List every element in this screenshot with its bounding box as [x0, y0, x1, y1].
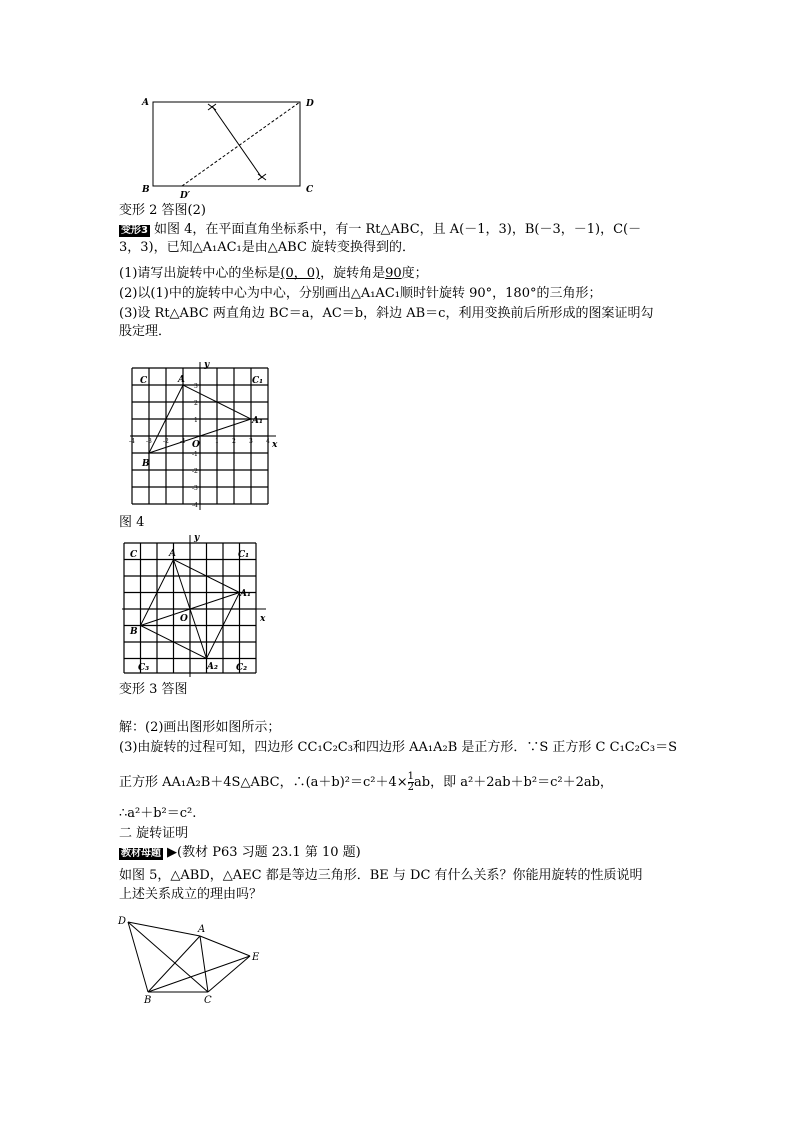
- problem-tag: 变形3: [121, 225, 148, 236]
- label-c: C: [306, 185, 314, 195]
- solution-line4: ∴a²＋b²＝c².: [119, 806, 197, 821]
- svg-text:y: y: [194, 533, 200, 543]
- figure-answer-3-grid: [118, 533, 278, 678]
- problem3-q3-line1: (3)设 Rt△ABC 两直角边 BC＝a，AC＝b，斜边 AB＝c，利用变换前后所形成的图案证明勾: [119, 306, 654, 321]
- svg-text:y: y: [204, 362, 210, 370]
- svg-text:A: A: [169, 549, 176, 559]
- answer-center: (0，0): [280, 266, 321, 281]
- svg-text:3: 3: [249, 438, 253, 445]
- svg-text:-4: -4: [192, 502, 198, 509]
- svg-text:x: x: [260, 614, 266, 624]
- svg-text:C₁: C₁: [252, 376, 264, 386]
- svg-text:C: C: [130, 550, 138, 560]
- problem3-q2: (2)以(1)中的旋转中心为中心，分别画出△A₁AC₁顺时针旋转 90°，180°的三角形；: [119, 286, 602, 301]
- answer-angle: 90: [385, 266, 402, 281]
- figure-5: [112, 910, 272, 1005]
- solution-line3: 正方形 AA₁A₂B＋4S△ABC，∴(a＋b)²＝c²＋4× $\frac{1}{2}$ ab，即 a²＋2ab＋b²＝c²＋2ab，: [119, 771, 613, 793]
- svg-text:D: D: [118, 916, 127, 927]
- svg-text:-2: -2: [192, 468, 198, 475]
- svg-text:1: 1: [194, 417, 198, 424]
- section2-question-line2: 上述关系成立的理由吗？: [119, 887, 263, 902]
- solution-line2: (3)由旋转的过程可知，四边形 CC₁C₂C₃和四边形 AA₁A₂B 是正方形．∵S 正方形 C C₁C₂C₃＝S: [119, 740, 678, 755]
- problem3-line2: 3，3)，已知△A₁AC₁是由△ABC 旋转变换得到的．: [119, 240, 416, 255]
- svg-text:C: C: [204, 995, 212, 1005]
- svg-text:B: B: [130, 627, 138, 637]
- svg-text:A₂: A₂: [207, 662, 218, 672]
- svg-text:C₁: C₁: [238, 550, 250, 560]
- section2-question-line1: 如图 5，△ABD，△AEC 都是等边三角形．BE 与 DC 有什么关系？你能用旋转的性质说明: [119, 868, 643, 883]
- label-d-prime: D′: [180, 191, 191, 201]
- svg-text:A₁: A₁: [252, 416, 263, 426]
- label-d: D: [306, 99, 314, 109]
- problem3-q3-line2: 股定理．: [119, 324, 172, 339]
- label-a: A: [142, 98, 149, 108]
- svg-text:C₃: C₃: [138, 663, 150, 673]
- svg-text:3: 3: [194, 383, 198, 390]
- solution-line1: 解：(2)画出图形如图所示；: [119, 720, 281, 735]
- svg-text:-1: -1: [192, 451, 198, 458]
- caption-fig4: 图 4: [119, 515, 145, 530]
- section2-source: 教材母题 ▶(教材 P63 习题 23.1 第 10 题): [121, 845, 361, 860]
- svg-text:-1: -1: [180, 438, 186, 445]
- svg-text:-3: -3: [192, 485, 198, 492]
- problem3-line1: 变形3 如图 4，在平面直角坐标系中，有一 Rt△ABC，且 A(－1，3)，B(－3，－1)，C(－: [121, 222, 642, 237]
- problem3-q1: (1)请写出旋转中心的坐标是(0，0)，旋转角是90度；: [119, 266, 428, 281]
- svg-text:2: 2: [232, 438, 236, 445]
- play-icon: ▶: [167, 845, 177, 860]
- svg-text:C: C: [140, 376, 148, 386]
- svg-text:-4: -4: [129, 438, 135, 445]
- label-b: B: [142, 185, 150, 195]
- fraction-half: $\frac{1}{2}$: [407, 771, 415, 793]
- svg-text:1: 1: [215, 438, 219, 445]
- svg-text:O: O: [180, 614, 188, 624]
- svg-text:-2: -2: [163, 438, 169, 445]
- svg-text:4: 4: [266, 438, 270, 445]
- figure-rectangle: [130, 92, 330, 204]
- svg-text:O: O: [192, 440, 200, 450]
- section2-heading: 二 旋转证明: [119, 826, 189, 841]
- figure-4-grid: [126, 362, 286, 512]
- svg-text:E: E: [252, 952, 260, 963]
- svg-text:A: A: [198, 924, 206, 935]
- svg-text:B: B: [144, 995, 152, 1005]
- svg-text:B: B: [142, 459, 150, 469]
- svg-text:A₁: A₁: [240, 589, 251, 599]
- svg-text:C₂: C₂: [236, 663, 248, 673]
- textbook-tag: 教材母题: [121, 848, 161, 859]
- caption-answer3: 变形 3 答图: [119, 682, 188, 697]
- svg-text:A: A: [178, 375, 185, 385]
- svg-text:2: 2: [194, 400, 198, 407]
- svg-text:x: x: [272, 440, 278, 450]
- caption-rect: 变形 2 答图(2): [119, 203, 206, 218]
- svg-text:-3: -3: [146, 438, 152, 445]
